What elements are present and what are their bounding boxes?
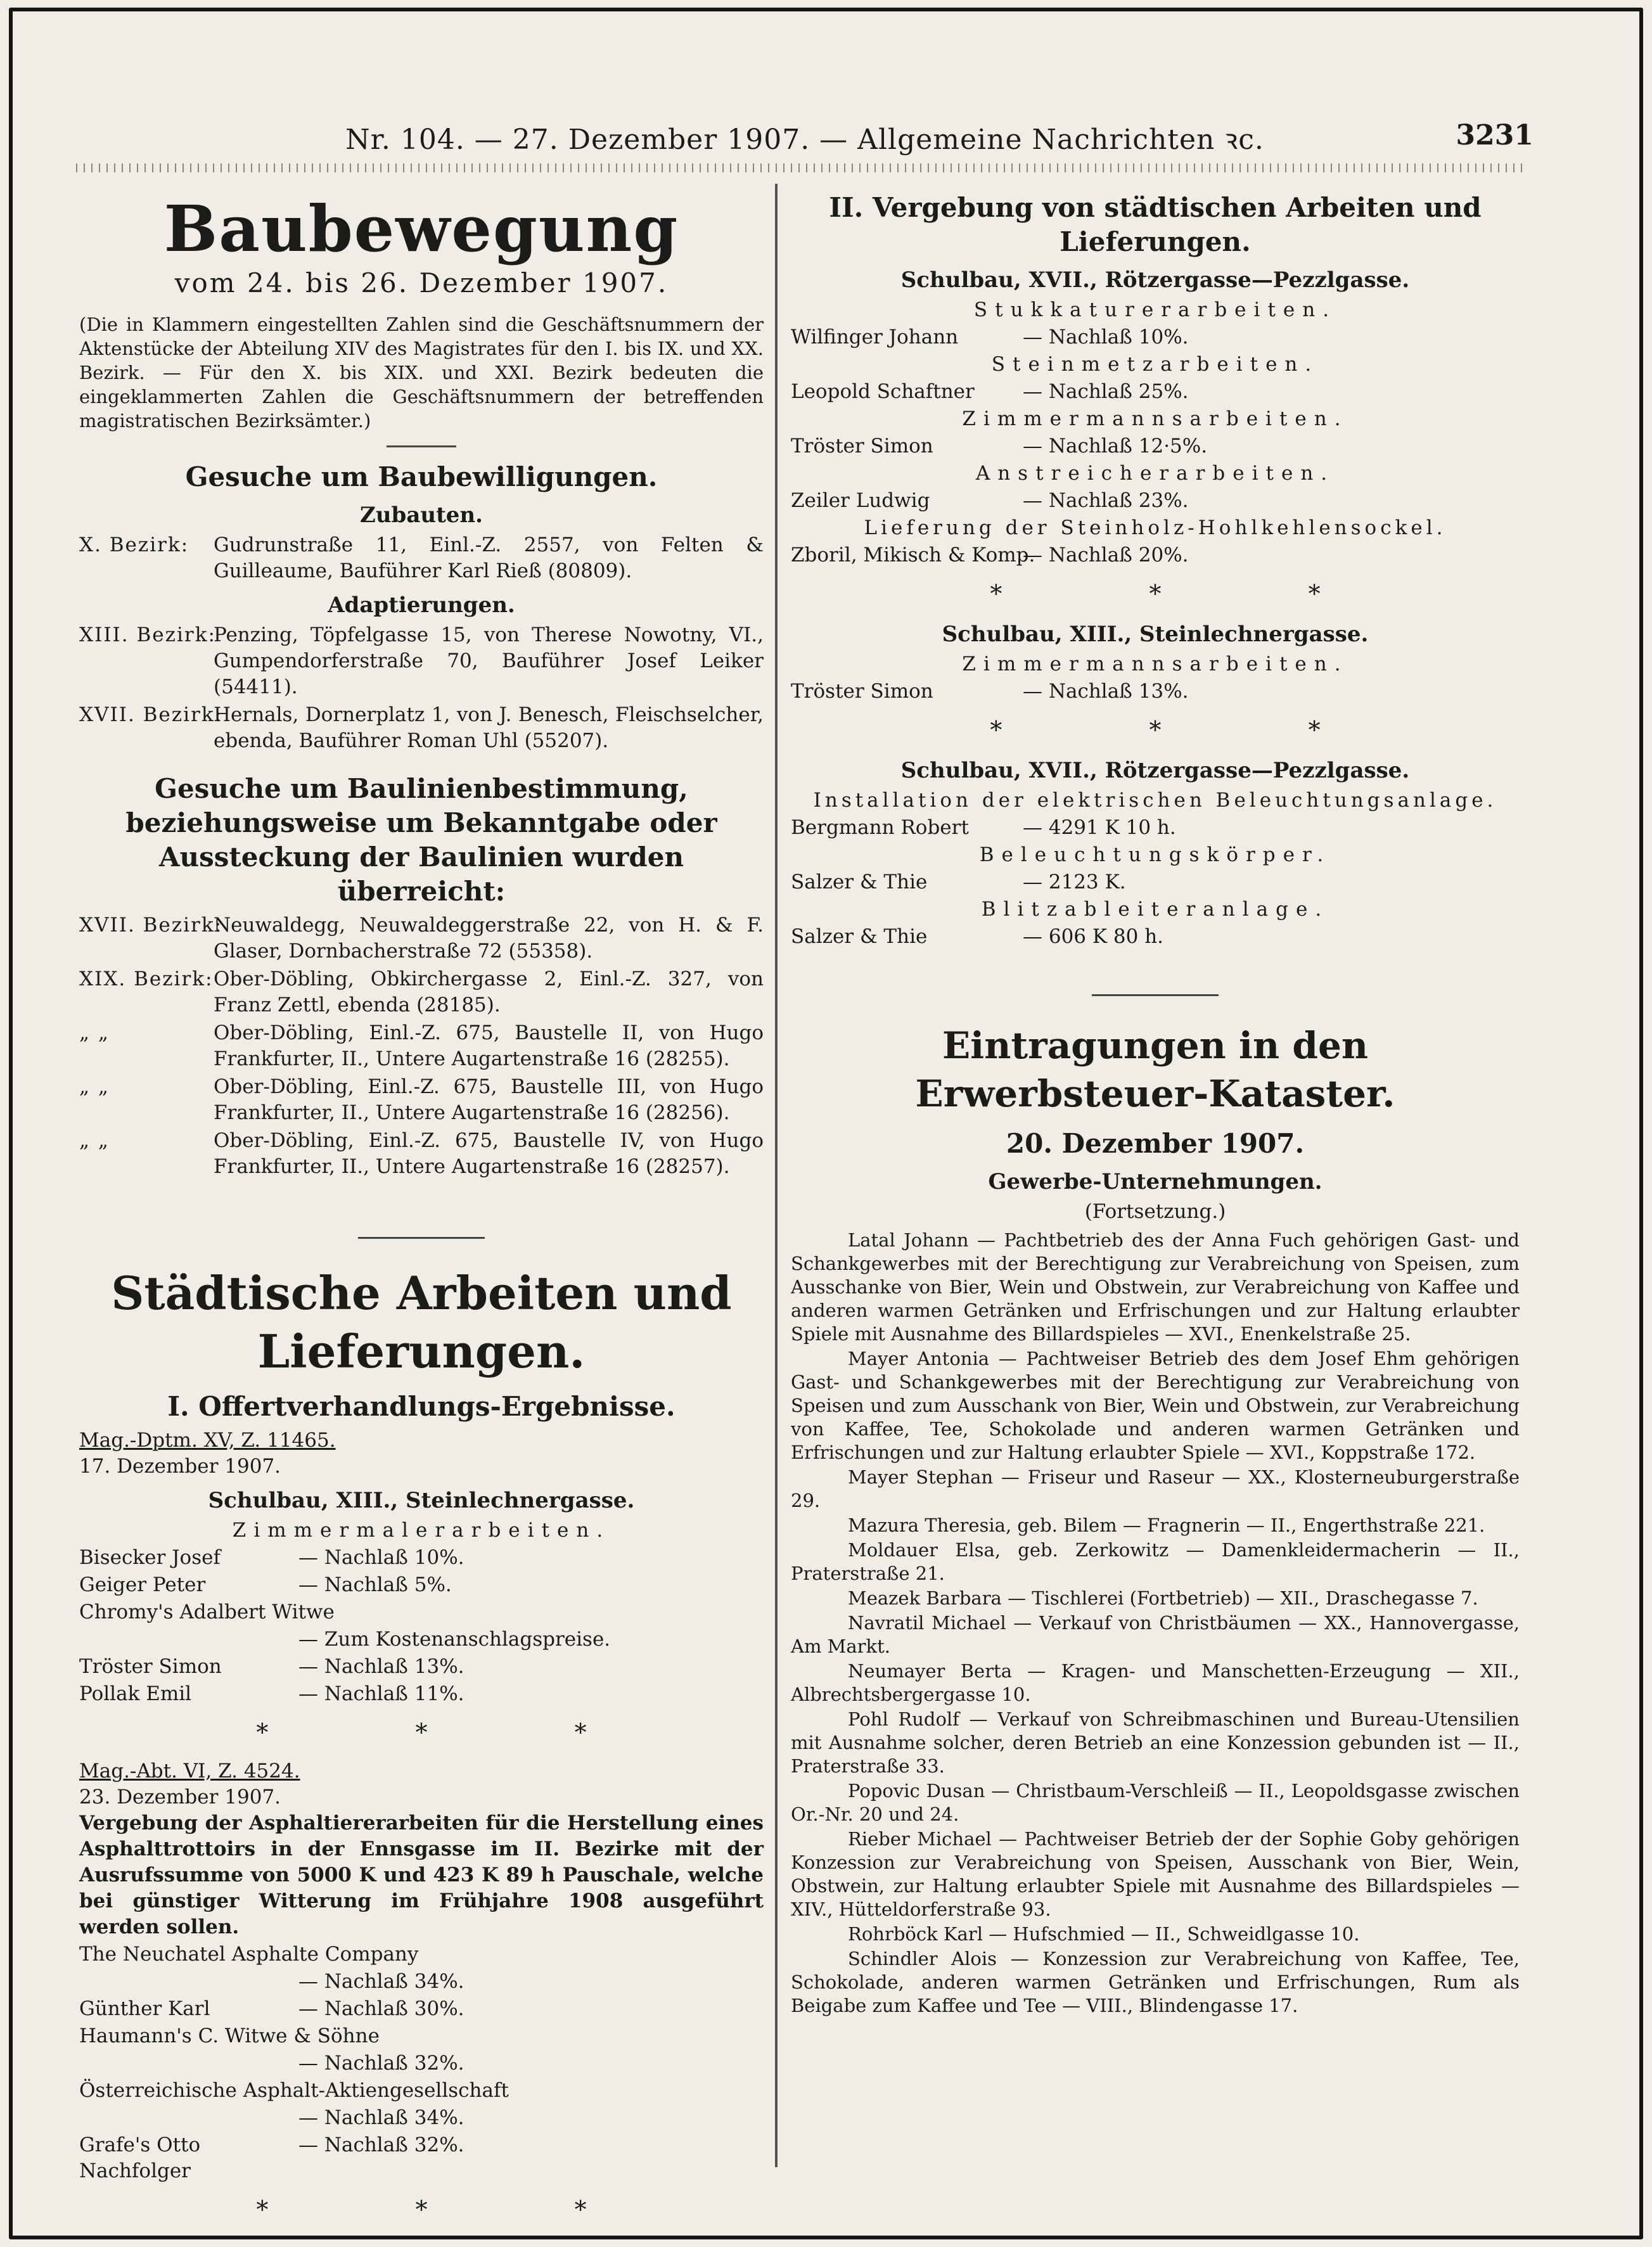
bidder-name (79, 1969, 295, 1995)
bid-result: — Nachlaß 23%. (1023, 489, 1189, 512)
zubauten-title: Zubauten. (360, 503, 483, 528)
register-entry: Mayer Antonia — Pachtweiser Betrieb des dem Josef Ehm gehörigen Gast- und Schankgewerbes mit der Berechtigung zur Verabreichung von Speisen und zum Ausschank von Bier, Wein und Obstwein, zur Verabreichung von Kaffee, Tee, Schokolade und anderen warmen Getränken und Erfrischungen und zur Haltung erlaubter Spiele — XVI., Koppstraße 172. (791, 1348, 1520, 1463)
eintragungen-title: Eintragungen in den Erwerbsteuer-Kataster. (915, 1024, 1395, 1115)
block-trade: Zimmermalerarbeiten. (232, 1519, 611, 1542)
entry-text: Neuwaldegg, Neuwaldeggerstraße 22, von H. & F. Glaser, Dornbacherstraße 72 (55358). (214, 914, 764, 963)
result-row (79, 1627, 764, 1653)
register-entry: Popovic Dusan — Christbaum-Verschleiß — II., Leopoldsgasse zwischen Or.-Nr. 20 und 24. (791, 1780, 1520, 1825)
bid-result: — Nachlaß 5%. (298, 1573, 452, 1596)
district-label: XVII. Bezirk: (79, 703, 223, 726)
result-row (791, 324, 1520, 350)
adaptierungen-title: Adaptierungen. (328, 592, 515, 618)
result-row (791, 924, 1520, 950)
block-trade: Lieferung der Steinholz-Hohlkehlensockel. (864, 516, 1447, 539)
result-row (79, 1654, 764, 1680)
result-row (791, 488, 1520, 514)
block-project: Schulbau, XIII., Steinlechnergasse. (942, 622, 1369, 647)
bidder-name: Grafe's Otto Nachfolger (79, 2134, 201, 2182)
result-row (79, 1942, 764, 1968)
offert-title: I. Offertverhandlungs-Ergebnisse. (167, 1391, 676, 1422)
block-reference: Mag.-Dptm. XV, Z. 11465. (79, 1429, 336, 1452)
district-label: „ „ (79, 1021, 110, 1044)
bidder-name: Salzer & Thie (791, 871, 928, 893)
bidder-name: Günther Karl (79, 1997, 210, 2020)
bidder-name: Tröster Simon (79, 1655, 222, 1678)
bidder-name: Geiger Peter (79, 1573, 206, 1596)
baubewegung-title: Baubewegung (163, 191, 679, 266)
result-row (79, 2023, 764, 2049)
baulinien-entry (79, 1128, 764, 1180)
bidder-name: Österreichische Asphalt-Aktiengesellschaft (79, 2079, 509, 2102)
header-rule (76, 163, 1527, 172)
result-row (791, 542, 1520, 568)
divider (1092, 994, 1219, 996)
bid-result: — 4291 K 10 h. (1023, 816, 1176, 839)
result-row (791, 869, 1520, 895)
block-date: 17. Dezember 1907. (79, 1455, 281, 1478)
result-row (791, 815, 1520, 841)
bid-result: — Zum Kostenanschlagspreise. (298, 1628, 611, 1651)
bid-result (298, 2078, 764, 2104)
district-label: „ „ (79, 1075, 110, 1098)
section-stars: * * * (256, 1719, 656, 1746)
bid-result (298, 1942, 764, 1968)
bidder-name: Chromy's Adalbert Witwe (79, 1601, 335, 1623)
register-entry: Mayer Stephan — Friseur und Raseur — XX., Klosterneuburgerstraße 29. (791, 1466, 1520, 1511)
bidder-name: Pollak Emil (79, 1682, 192, 1705)
bidder-name: Bisecker Josef (79, 1546, 221, 1569)
result-row (791, 379, 1520, 405)
register-entry: Meazek Barbara — Tischlerei (Fortbetrieb) — XII., Draschegasse 7. (848, 1587, 1478, 1609)
left-column (79, 187, 764, 2236)
adapt-entry (79, 702, 764, 754)
block-trade: Installation der elektrischen Beleuchtungsanlage. (813, 789, 1497, 812)
district-label: XIII. Bezirk: (79, 624, 216, 646)
register-entry: Rieber Michael — Pachtweiser Betrieb der der Sophie Goby gehörigen Konzession zur Verabreichung von Speisen, Ausschank von Bier, Wein, Obstwein, zur Haltung erlaubter Spiele mit Ausnahme des Billardspieles — XIV., Hütteldorferstraße 93. (791, 1828, 1520, 1920)
bidder-name: Salzer & Thie (791, 925, 928, 948)
district-label: „ „ (79, 1129, 110, 1152)
vergebung-title: II. Vergebung von städtischen Arbeiten und Lieferungen. (829, 192, 1482, 257)
bid-result: — Nachlaß 10%. (1023, 326, 1189, 349)
result-row (79, 2078, 764, 2104)
register-entry: Navratil Michael — Verkauf von Christbäumen — XX., Hannovergasse, Am Markt. (791, 1612, 1520, 1657)
block-trade: Zimmermannsarbeiten. (962, 653, 1348, 675)
bidder-name: Zboril, Mikisch & Komp. (791, 544, 1035, 567)
block-trade: Stukkaturerarbeiten. (973, 298, 1337, 321)
bidder-name: The Neuchatel Asphalte Company (79, 1943, 419, 1966)
result-row (79, 1572, 764, 1598)
section-stars: * * * (990, 716, 1390, 744)
result-row (79, 1545, 764, 1571)
zubauten-entry (79, 532, 764, 584)
column-divider (775, 184, 778, 2167)
bid-result: — Nachlaß 13%. (298, 1655, 464, 1678)
section-stars: * * * (990, 580, 1390, 608)
entry-text: Hernals, Dornerplatz 1, von J. Benesch, Fleischselcher, ebenda, Bauführer Roman Uhl (55207). (214, 703, 764, 752)
bid-result: — Nachlaß 10%. (298, 1546, 464, 1569)
bidder-name: Tröster Simon (791, 680, 933, 703)
bidder-name (79, 2051, 295, 2077)
bidder-name: Leopold Schaftner (791, 380, 975, 403)
block-reference: Mag.-Abt. VI, Z. 4524. (79, 1760, 300, 1783)
entry-text: Gudrunstraße 11, Einl.-Z. 2557, von Felten & Guilleaume, Bauführer Karl Rieß (80809). (214, 534, 764, 582)
bidder-name: Tröster Simon (791, 435, 933, 458)
right-column (791, 187, 1520, 2019)
gewerbe-title: Gewerbe-Unternehmungen. (988, 1169, 1322, 1194)
divider (387, 445, 456, 447)
block-project: Schulbau, XVII., Rötzergasse—Pezzlgasse. (900, 758, 1410, 783)
result-row (79, 2051, 764, 2077)
result-row (791, 679, 1520, 705)
district-label: XIX. Bezirk: (79, 968, 214, 990)
result-row (79, 2132, 764, 2184)
bidder-name: Wilfinger Johann (791, 326, 959, 349)
running-head: Nr. 104. — 27. Dezember 1907. — Allgemeine Nachrichten ꝛc. (345, 124, 1264, 156)
bid-result: — Nachlaß 25%. (1023, 380, 1189, 403)
vergebung-block-2 (791, 620, 1520, 705)
bidder-name: Haumann's C. Witwe & Söhne (79, 2025, 380, 2047)
bid-result: — Nachlaß 34%. (298, 1970, 464, 1993)
block-project: Schulbau, XVII., Rötzergasse—Pezzlgasse. (900, 267, 1410, 293)
block-trade: Steinmetzarbeiten. (991, 353, 1319, 376)
gesuche-title: Gesuche um Baubewilligungen. (185, 461, 658, 492)
baulinien-entry (79, 1020, 764, 1072)
entry-text: Ober-Döbling, Einl.-Z. 675, Baustelle II, von Hugo Frankfurter, II., Untere Augartenstraße 16 (28255). (214, 1021, 764, 1070)
divider (358, 1237, 485, 1239)
bid-result: — Nachlaß 32%. (298, 2134, 464, 2156)
entry-text: Penzing, Töpfelgasse 15, von Therese Nowotny, VI., Gumpendorferstraße 70, Bauführer Josef Leiker (54411). (214, 624, 764, 698)
eintragungen-date: 20. Dezember 1907. (1006, 1128, 1305, 1159)
bid-result: — Nachlaß 20%. (1023, 544, 1189, 567)
bid-result (298, 2023, 764, 2049)
entry-text: Ober-Döbling, Obkirchergasse 2, Einl.-Z. 327, von Franz Zettl, ebenda (28185). (214, 968, 764, 1016)
register-entry: Pohl Rudolf — Verkauf von Schreibmaschinen und Bureau-Utensilien mit Ausnahme solcher, deren Betrieb an eine Konzession gebunden ist — II., Praterstraße 33. (791, 1708, 1520, 1777)
block-trade: Beleuchtungskörper. (979, 843, 1331, 866)
bid-result: — 2123 K. (1023, 871, 1126, 893)
bid-result: — Nachlaß 11%. (298, 1682, 464, 1705)
result-row (79, 1969, 764, 1995)
bid-result: — 606 K 80 h. (1023, 925, 1164, 948)
bidder-name: Zeiler Ludwig (791, 489, 930, 512)
baubewegung-dates: vom 24. bis 26. Dezember 1907. (174, 267, 669, 298)
fortsetzung-note: (Fortsetzung.) (1084, 1200, 1226, 1223)
register-entry: Mazura Theresia, geb. Bilem — Fragnerin — II., Engerthstraße 221. (848, 1514, 1485, 1536)
bid-result (298, 1599, 764, 1625)
block-description: Vergebung der Asphaltiererarbeiten für die Herstellung eines Asphalttrottoirs in der Ennsgasse im II. Bezirke mit der Ausrufssumme von 5000 K und 423 K 89 h Pauschale, welche bei günstiger Witterung im Frühjahre 1908 ausgeführt werden sollen. (79, 1812, 764, 1938)
page-header (76, 119, 1534, 157)
result-row (79, 1996, 764, 2022)
register-entry: Latal Johann — Pachtbetrieb des der Anna Fuch gehörigen Gast- und Schankgewerbes mit der Berechtigung zur Verabreichung von Speisen, zum Ausschanke von Bier, Wein und Obstwein, zur Verabreichung von Kaffee und anderen warmen Getränken und Erfrischungen und zur Haltung erlaubter Spiele mit Ausnahme des Billardspieles — XVI., Enenkelstraße 25. (791, 1229, 1520, 1345)
register-entry: Moldauer Elsa, geb. Zerkowitz — Damenkleidermacherin — II., Praterstraße 21. (791, 1539, 1520, 1584)
vergebung-block-3 (791, 756, 1520, 950)
block-trade: Blitzableiteranlage. (981, 898, 1329, 921)
baulinien-entry (79, 1074, 764, 1126)
bid-result: — Nachlaß 34%. (298, 2106, 464, 2129)
district-label: XVII. Bezirk: (79, 914, 223, 937)
bid-result: — Nachlaß 13%. (1023, 680, 1189, 703)
baulinien-title: Gesuche um Baulinienbestimmung, beziehungsweise um Bekanntgabe oder Aussteckung der Baulinien wurden überreicht: (125, 773, 717, 907)
result-row (79, 1599, 764, 1625)
result-row (79, 2105, 764, 2131)
district-label: X. Bezirk: (79, 534, 189, 556)
vergebung-block-1 (791, 266, 1520, 568)
baulinien-entry (79, 912, 764, 964)
register-entry: Rohrböck Karl — Hufschmied — II., Schweidlgasse 10. (848, 1923, 1360, 1945)
register-entry: Schindler Alois — Konzession zur Verabreichung von Kaffee, Tee, Schokolade, anderen warmen Getränken und Erfrischungen, Rum als Beigabe zum Kaffee und Tee — VIII., Blindengasse 17. (791, 1948, 1520, 2016)
offert-block-1 (79, 1428, 764, 1707)
block-project: Schulbau, XIII., Steinlechnergasse. (208, 1488, 635, 1513)
result-row (791, 433, 1520, 459)
staedtische-title: Städtische Arbeiten und Lieferungen. (111, 1266, 732, 1378)
adapt-entry (79, 622, 764, 700)
block-date: 23. Dezember 1907. (79, 1786, 281, 1808)
entry-text: Ober-Döbling, Einl.-Z. 675, Baustelle III, von Hugo Frankfurter, II., Untere Augartenstraße 16 (28256). (214, 1075, 764, 1124)
bidder-name (79, 1627, 295, 1653)
bid-result: — Nachlaß 32%. (298, 2052, 464, 2075)
bid-result: — Nachlaß 30%. (298, 1997, 464, 2020)
section-stars: * * * (256, 2196, 656, 2224)
offert-block-2 (79, 1758, 764, 2184)
result-row (79, 1681, 764, 1707)
block-trade: Zimmermannsarbeiten. (962, 407, 1348, 430)
baulinien-entry (79, 966, 764, 1018)
entry-text: Ober-Döbling, Einl.-Z. 675, Baustelle IV, von Hugo Frankfurter, II., Untere Augartenstraße 16 (28257). (214, 1129, 764, 1178)
bid-result: — Nachlaß 12·5%. (1023, 435, 1208, 458)
page-number: 3231 (1456, 119, 1534, 151)
register-entries (791, 1229, 1520, 2018)
baubewegung-note: (Die in Klammern eingestellten Zahlen sind die Geschäftsnummern der Aktenstücke der Abteilung XIV des Magistrates für den I. bis IX. und XX. Bezirk. — Für den X. bis XIX. und XXI. Bezirk bedeuten die eingeklammerten Zahlen die Geschäftsnummern der betreffenden magistratischen Bezirksämter.) (79, 314, 764, 432)
register-entry: Neumayer Berta — Kragen- und Manschetten-Erzeugung — XII., Albrechtsbergergasse 10. (791, 1660, 1520, 1705)
bidder-name: Bergmann Robert (791, 816, 969, 839)
bidder-name (79, 2105, 295, 2131)
block-trade: Anstreicherarbeiten. (975, 462, 1335, 485)
